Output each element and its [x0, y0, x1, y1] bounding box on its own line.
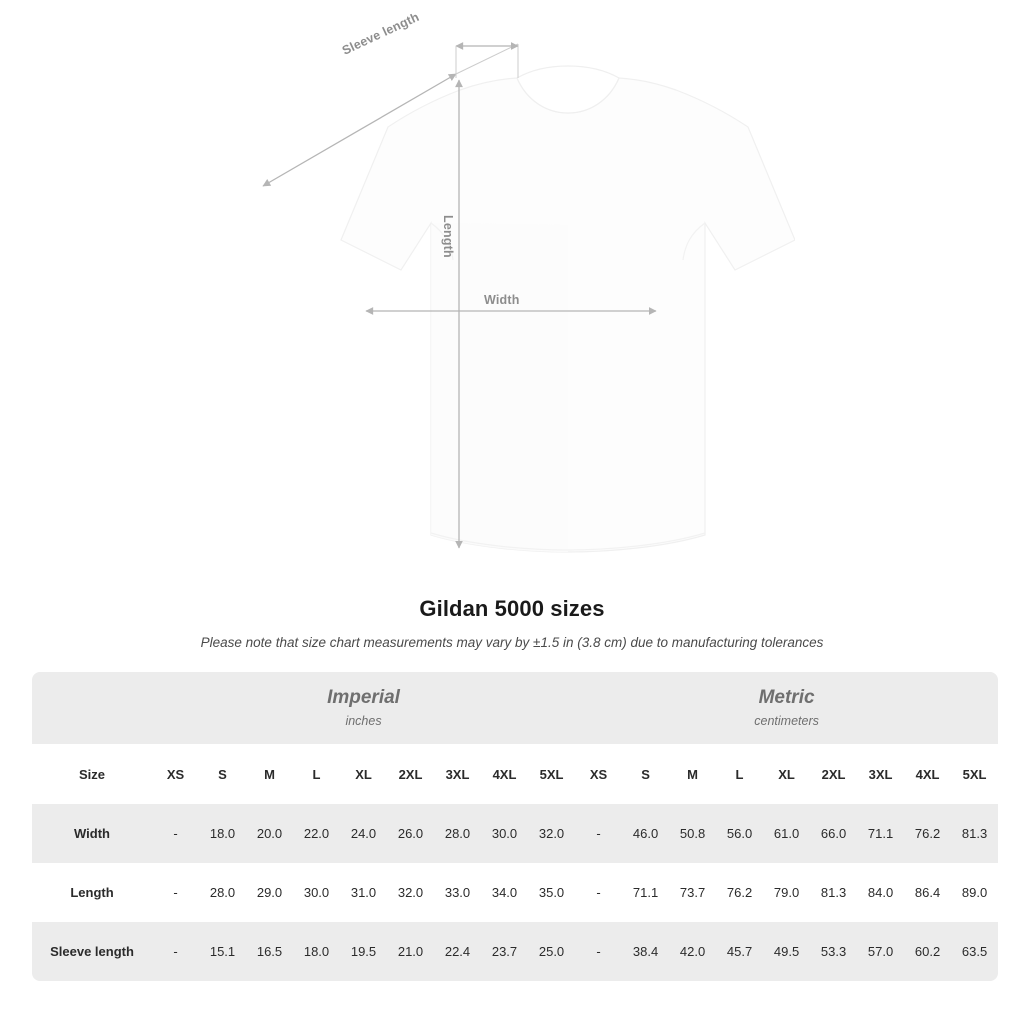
- cell-width-met-8: 81.3: [951, 804, 998, 863]
- tolerance-note: Please note that size chart measurements may vary by ±1.5 in (3.8 cm) due to manufacturing tolerances: [200, 635, 824, 650]
- cell-length-met-3: 76.2: [716, 863, 763, 922]
- unit-banner-spacer: [32, 672, 152, 744]
- cell-sleeve-met-2: 42.0: [669, 922, 716, 981]
- cell-length-met-0: -: [575, 863, 622, 922]
- cell-width-imp-7: 30.0: [481, 804, 528, 863]
- size-header-met-4: XL: [763, 744, 810, 804]
- cell-width-imp-6: 28.0: [434, 804, 481, 863]
- size-header-met-6: 3XL: [857, 744, 904, 804]
- cell-length-imp-8: 35.0: [528, 863, 575, 922]
- cell-sleeve-imp-3: 18.0: [293, 922, 340, 981]
- cell-width-imp-0: -: [152, 804, 199, 863]
- cell-length-met-6: 84.0: [857, 863, 904, 922]
- page-title: Gildan 5000 sizes: [419, 596, 605, 621]
- size-header-imp-1: S: [199, 744, 246, 804]
- row-label-length: Length: [32, 863, 152, 922]
- row-label-width: Width: [32, 804, 152, 863]
- cell-length-met-7: 86.4: [904, 863, 951, 922]
- cell-sleeve-met-4: 49.5: [763, 922, 810, 981]
- length-label: Length: [441, 215, 455, 258]
- size-header-met-0: XS: [575, 744, 622, 804]
- unit-metric: [575, 672, 998, 744]
- cell-sleeve-met-0: -: [575, 922, 622, 981]
- cell-sleeve-imp-0: -: [152, 922, 199, 981]
- cell-width-imp-1: 18.0: [199, 804, 246, 863]
- size-header-imp-0: XS: [152, 744, 199, 804]
- cell-sleeve-met-5: 53.3: [810, 922, 857, 981]
- cell-width-imp-3: 22.0: [293, 804, 340, 863]
- size-table: [32, 672, 998, 981]
- cell-length-imp-1: 28.0: [199, 863, 246, 922]
- cell-length-met-4: 79.0: [763, 863, 810, 922]
- unit-metric-sub: centimeters: [754, 713, 819, 728]
- table-row: [32, 863, 998, 922]
- sleeve-length-label: Sleeve length: [340, 9, 422, 58]
- cell-length-imp-4: 31.0: [340, 863, 387, 922]
- size-header-met-8: 5XL: [951, 744, 998, 804]
- cell-length-imp-7: 34.0: [481, 863, 528, 922]
- table-row: [32, 804, 998, 863]
- cell-length-met-1: 71.1: [622, 863, 669, 922]
- cell-length-imp-6: 33.0: [434, 863, 481, 922]
- cell-length-imp-5: 32.0: [387, 863, 434, 922]
- cell-width-met-1: 46.0: [622, 804, 669, 863]
- size-table-wrapper: [32, 672, 992, 981]
- size-header-imp-8: 5XL: [528, 744, 575, 804]
- size-header-met-5: 2XL: [810, 744, 857, 804]
- size-header-imp-5: 2XL: [387, 744, 434, 804]
- cell-sleeve-imp-7: 23.7: [481, 922, 528, 981]
- width-label: Width: [484, 293, 520, 307]
- cell-width-met-0: -: [575, 804, 622, 863]
- size-header-met-1: S: [622, 744, 669, 804]
- cell-length-met-2: 73.7: [669, 863, 716, 922]
- cell-width-imp-5: 26.0: [387, 804, 434, 863]
- size-header-imp-2: M: [246, 744, 293, 804]
- size-header-row: [32, 744, 998, 804]
- title-block: [0, 596, 1024, 650]
- size-header-met-3: L: [716, 744, 763, 804]
- unit-banner-row: [32, 672, 998, 744]
- cell-sleeve-imp-1: 15.1: [199, 922, 246, 981]
- cell-sleeve-met-1: 38.4: [622, 922, 669, 981]
- cell-sleeve-imp-2: 16.5: [246, 922, 293, 981]
- unit-metric-name: Metric: [758, 687, 815, 709]
- unit-imperial-name: Imperial: [327, 687, 400, 709]
- cell-sleeve-imp-5: 21.0: [387, 922, 434, 981]
- cell-length-imp-0: -: [152, 863, 199, 922]
- cell-width-met-6: 71.1: [857, 804, 904, 863]
- cell-length-met-5: 81.3: [810, 863, 857, 922]
- size-header-imp-6: 3XL: [434, 744, 481, 804]
- cell-sleeve-met-3: 45.7: [716, 922, 763, 981]
- cell-length-imp-3: 30.0: [293, 863, 340, 922]
- unit-imperial-sub: inches: [345, 713, 382, 728]
- cell-width-met-4: 61.0: [763, 804, 810, 863]
- cell-width-met-3: 56.0: [716, 804, 763, 863]
- cell-sleeve-imp-4: 19.5: [340, 922, 387, 981]
- cell-sleeve-imp-8: 25.0: [528, 922, 575, 981]
- cell-length-met-8: 89.0: [951, 863, 998, 922]
- size-header-met-7: 4XL: [904, 744, 951, 804]
- size-header-label: Size: [32, 744, 152, 804]
- row-label-sleeve-length: Sleeve length: [32, 922, 152, 981]
- cell-width-met-2: 50.8: [669, 804, 716, 863]
- size-header-met-2: M: [669, 744, 716, 804]
- cell-width-imp-4: 24.0: [340, 804, 387, 863]
- size-header-imp-7: 4XL: [481, 744, 528, 804]
- cell-sleeve-met-7: 60.2: [904, 922, 951, 981]
- cell-width-met-7: 76.2: [904, 804, 951, 863]
- size-header-imp-4: XL: [340, 744, 387, 804]
- cell-width-imp-8: 32.0: [528, 804, 575, 863]
- table-row: [32, 922, 998, 981]
- cell-width-met-5: 66.0: [810, 804, 857, 863]
- cell-sleeve-imp-6: 22.4: [434, 922, 481, 981]
- cell-sleeve-met-6: 57.0: [857, 922, 904, 981]
- size-header-imp-3: L: [293, 744, 340, 804]
- cell-sleeve-met-8: 63.5: [951, 922, 998, 981]
- cell-length-imp-2: 29.0: [246, 863, 293, 922]
- cell-width-imp-2: 20.0: [246, 804, 293, 863]
- unit-imperial: [152, 672, 575, 744]
